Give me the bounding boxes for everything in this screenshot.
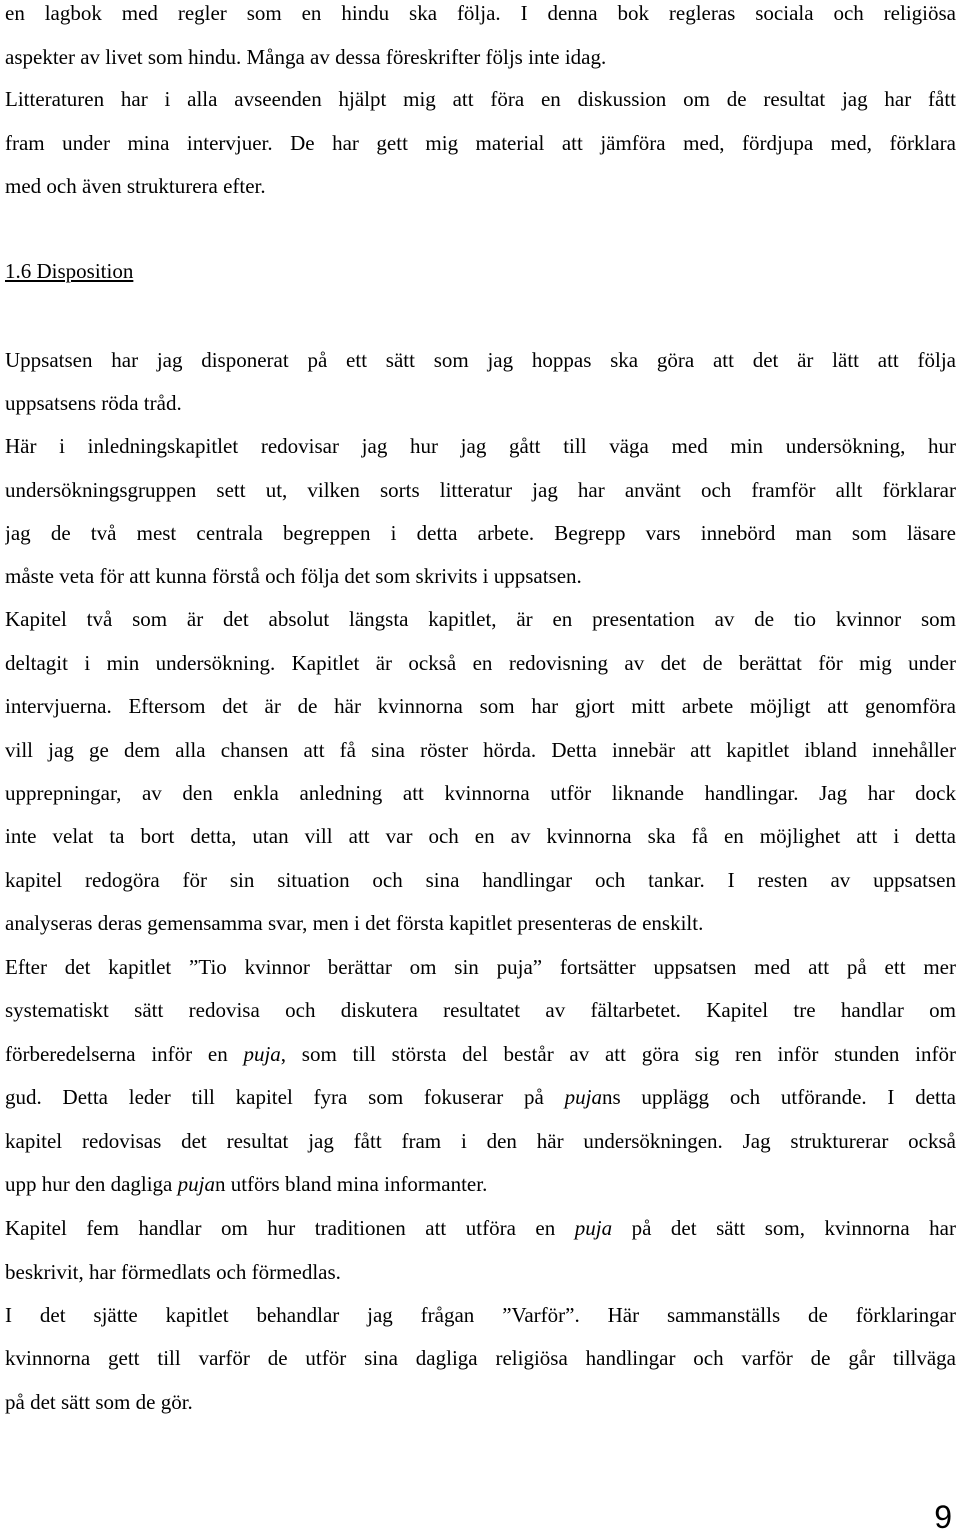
line-text-after: , som till största del består av att göra sig ren inför stunden inför [280,1042,956,1066]
body-line-kapitel-fem [5,1215,956,1241]
closing-line-3: kvinnorna gett till varför de utför sina dagliga religiösa handlingar och varför de går tillväga [5,1346,956,1370]
body-line-7: Kapitel två som är det absolut längsta kapitlet, är en presentation av de tio kvinnor som [5,607,956,631]
body-line-13: kapitel redogöra för sin situation och sina handlingar och tankar. I resten av uppsatsen [5,868,956,892]
body-line-12: inte velat ta bort detta, utan vill att var och en av kvinnorna ska få en möjlighet att i detta [5,824,956,848]
line-text-before: gud. Detta leder till kapitel fyra som fokuserar på [5,1085,565,1109]
line-text-after: på det sätt som, kvinnorna har [612,1216,956,1240]
line-text-after: n utförs bland mina informanter. [214,1172,488,1196]
body-line-8: deltagit i min undersökning. Kapitlet är också en redovisning av det de berättat för mig under [5,651,956,675]
section-heading: 1.6 Disposition [5,259,134,283]
closing-line-4: på det sätt som de gör. [5,1390,193,1414]
italic-term-puja: puja [564,1085,602,1109]
body-line-6: måste veta för att kunna förstå och följa det som skrivits i uppsatsen. [5,564,582,588]
closing-line-1: beskrivit, har förmedlats och förmedlas. [5,1260,341,1284]
body-line-14: analyseras deras gemensamma svar, men i det första kapitlet presenteras de enskilt. [5,911,704,935]
body-line-9: intervjuerna. Eftersom det är de här kvinnorna som har gjort mitt arbete möjligt att genomföra [5,694,956,718]
intro-line-5: med och även strukturera efter. [5,174,266,198]
body-line-upp-hur [5,1171,956,1197]
body-line-forberedelserna [5,1041,956,1067]
body-line-3: Här i inledningskapitlet redovisar jag hur jag gått till väga med min undersökning, hur [5,434,956,458]
intro-line-1: en lagbok med regler som en hindu ska följa. I denna bok regleras sociala och religiösa [5,1,956,25]
body-line-2: uppsatsens röda tråd. [5,391,182,415]
closing-line-2: I det sjätte kapitlet behandlar jag frågan ”Varför”. Här sammanställs de förklaringar [5,1303,956,1327]
line-text-after: ns upplägg och utförande. I detta [601,1085,956,1109]
body-line-gud [5,1084,956,1110]
intro-line-4: fram under mina intervjuer. De har gett mig material att jämföra med, fördjupa med, förklara [5,131,956,155]
intro-line-3: Litteraturen har i alla avseenden hjälpt mig att föra en diskussion om de resultat jag har fått [5,87,956,111]
body-line-16: systematiskt sätt redovisa och diskutera resultatet av fältarbetet. Kapitel tre handlar om [5,998,956,1022]
italic-term-puja: puja [177,1172,215,1196]
body-line-11: upprepningar, av den enkla anledning att kvinnorna utför liknande handlingar. Jag har dock [5,781,956,805]
body-line-1: Uppsatsen har jag disponerat på ett sätt som jag hoppas ska göra att det är lätt att följa [5,348,956,372]
page-number: 9 [934,1499,952,1535]
line-text-before: upp hur den dagliga [5,1172,178,1196]
body-line-5: jag de två mest centrala begreppen i detta arbete. Begrepp vars innebörd man som läsare [5,521,956,545]
body-line-kapitel-redovisas: kapitel redovisas det resultat jag fått fram i den här undersökningen. Jag strukturerar också [5,1129,956,1153]
body-line-4: undersökningsgruppen sett ut, vilken sorts litteratur jag har använt och framför allt förklarar [5,478,956,502]
body-line-15: Efter det kapitlet ”Tio kvinnor berättar om sin puja” fortsätter uppsatsen med att på ett mer [5,955,956,979]
line-text-before: Kapitel fem handlar om hur traditionen att utföra en [5,1216,575,1240]
body-line-10: vill jag ge dem alla chansen att få sina röster hörda. Detta innebär att kapitlet ibland innehåller [5,738,956,762]
line-text-before: förberedelserna inför en [5,1042,244,1066]
italic-term-puja: puja [243,1042,281,1066]
italic-term-puja: puja [574,1216,613,1240]
intro-line-2: aspekter av livet som hindu. Många av dessa föreskrifter följs inte idag. [5,45,607,69]
